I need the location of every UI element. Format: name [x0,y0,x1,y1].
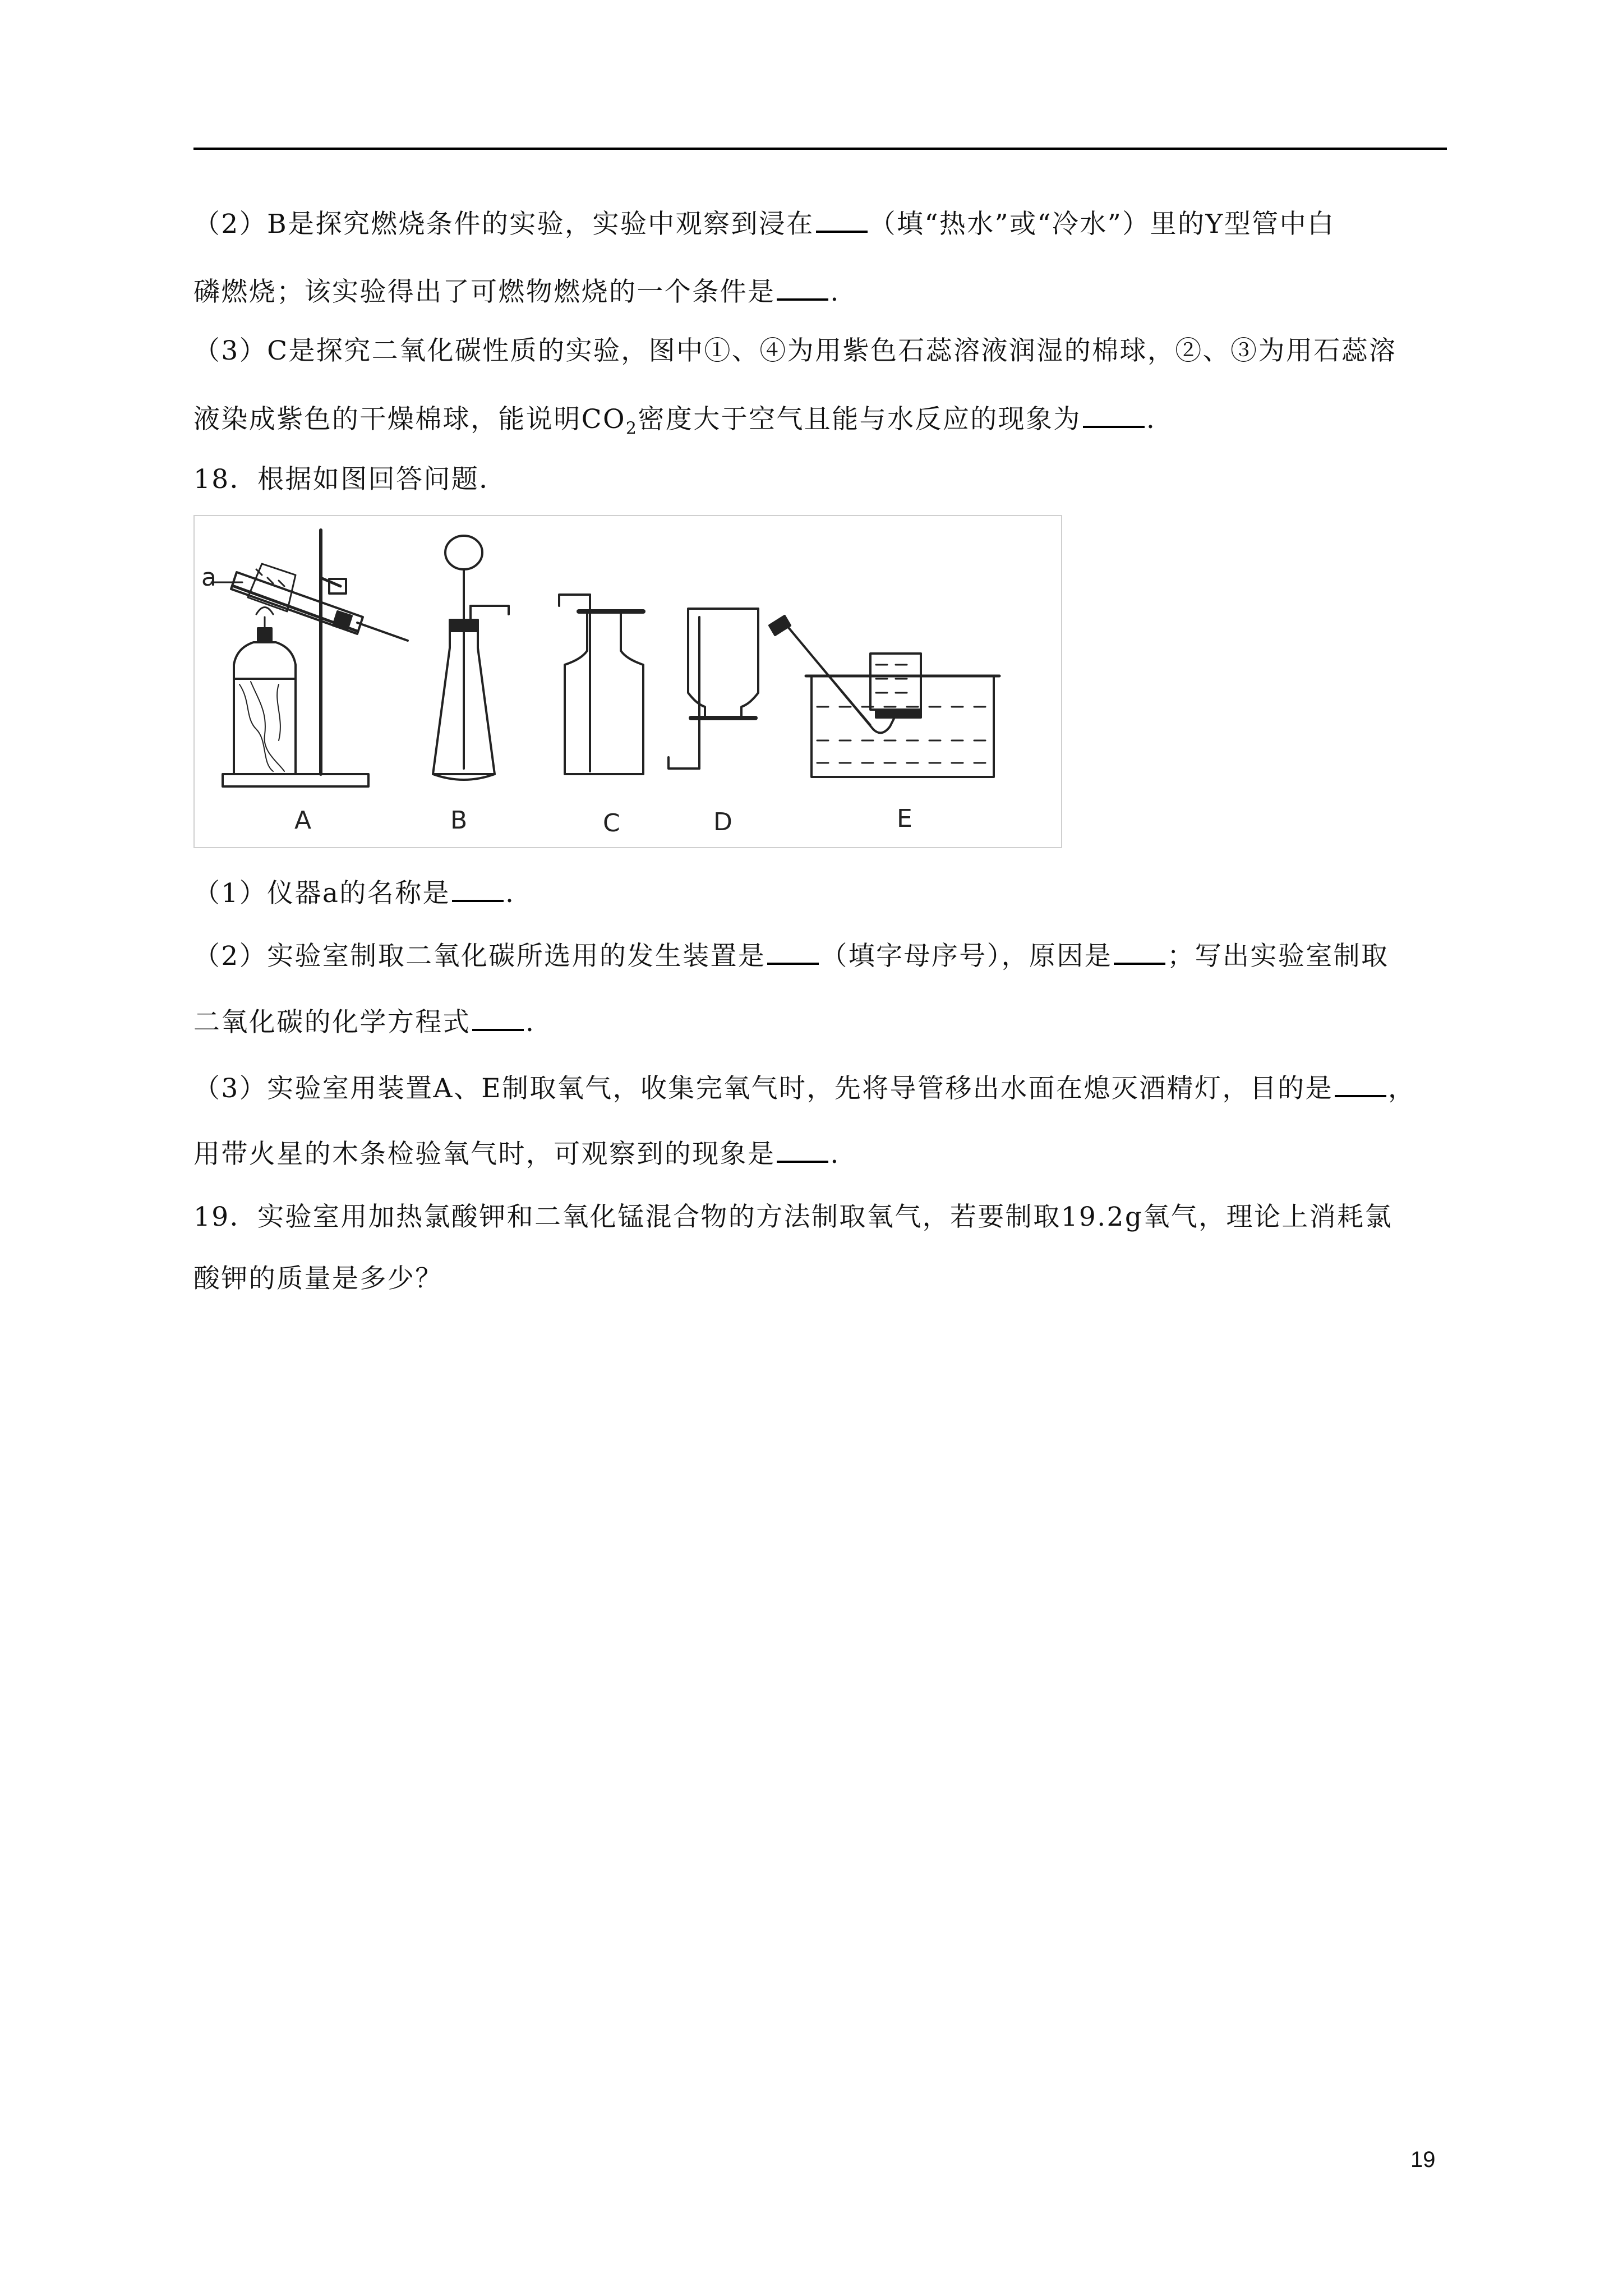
q18-part2-text-a: （2）实验室制取二氧化碳所选用的发生装置是 [193,941,766,972]
q18-part1-line [193,875,1450,910]
q18-part3-text-b: ， [1387,1073,1416,1104]
header-rule [193,148,1447,150]
label-apparatus-e: E [897,804,912,833]
q18-part3-text-a: （3）实验室用装置A、E制取氧气，收集完氧气时，先将导管移出水面在熄灭酒精灯，目的是 [193,1073,1333,1104]
page-number: 19 [1410,2147,1436,2172]
q17-part2-text-a: （2）B是探究燃烧条件的实验，实验中观察到浸在 [193,209,814,240]
period: . [525,1007,536,1038]
q19-line1 [193,1200,1450,1234]
apparatus-d [668,609,758,769]
apparatus-c [559,595,643,774]
q17-part3-line1 [193,334,1450,368]
q18-part2-text-d: 二氧化碳的化学方程式 [193,1007,471,1038]
q18-part2-text-c: ；写出实验室制取 [1167,941,1389,972]
q18-part3-line1 [193,1070,1450,1106]
period: . [1146,404,1156,435]
q17-part2-line1 [193,206,1450,241]
q19-text-1: 19．实验室用加热氯酸钾和二氧化锰混合物的方法制取氧气，若要制取19.2g氧气，理论上消耗氯 [193,1202,1393,1232]
answer-blank[interactable] [1114,938,1165,965]
answer-blank[interactable] [1335,1070,1386,1097]
q17-part3-text-b: 液染成紫色的干燥棉球，能说明CO [193,404,626,435]
period: . [830,277,840,307]
q18-part2-text-b: （填字母序号），原因是 [820,941,1113,972]
label-apparatus-d: D [713,808,732,836]
q19-line2 [193,1262,1450,1296]
label-instrument-a: a [201,563,216,592]
q17-part3-text-c: 密度大于空气且能与水反应的现象为 [638,404,1081,435]
q18-part3-text-c: 用带火星的木条检验氧气时，可观察到的现象是 [193,1139,776,1170]
label-apparatus-b: B [450,806,468,835]
label-apparatus-a: A [294,806,312,835]
q17-part3-text-a: （3）C是探究二氧化碳性质的实验，图中①、④为用紫色石蕊溶液润湿的棉球，②、③为用石蕊溶 [193,335,1397,366]
period: . [830,1139,840,1170]
answer-blank[interactable] [452,875,504,902]
answer-blank[interactable] [777,274,828,301]
apparatus-drawing [195,516,1061,847]
q17-part2-text-b: （填“热水”或“冷水”）里的Y型管中白 [869,209,1335,240]
label-apparatus-c: C [603,809,620,838]
apparatus-a [211,530,408,786]
apparatus-figure [193,515,1062,848]
answer-blank[interactable] [472,1004,524,1031]
q18-part2-line2 [193,1004,1450,1039]
answer-blank[interactable] [1083,401,1145,428]
q18-title [193,463,1450,496]
answer-blank[interactable] [777,1136,828,1163]
q18-title-text: 18．根据如图回答问题． [193,464,507,495]
q17-part3-line2 [193,401,1450,445]
co2-subscript: 2 [625,418,638,439]
answer-blank[interactable] [816,206,868,233]
q17-part2-text-c: 磷燃烧；该实验得出了可燃物燃烧的一个条件是 [193,277,776,307]
apparatus-b [433,536,509,780]
q17-part2-line2 [193,274,1450,309]
q18-part2-line1 [193,938,1450,973]
q18-part1-text: （1）仪器a的名称是 [193,878,450,909]
period: . [505,878,515,909]
q18-part3-line2 [193,1136,1450,1171]
apparatus-e [769,616,999,777]
q19-text-2: 酸钾的质量是多少？ [193,1263,443,1294]
answer-blank[interactable] [767,938,819,965]
